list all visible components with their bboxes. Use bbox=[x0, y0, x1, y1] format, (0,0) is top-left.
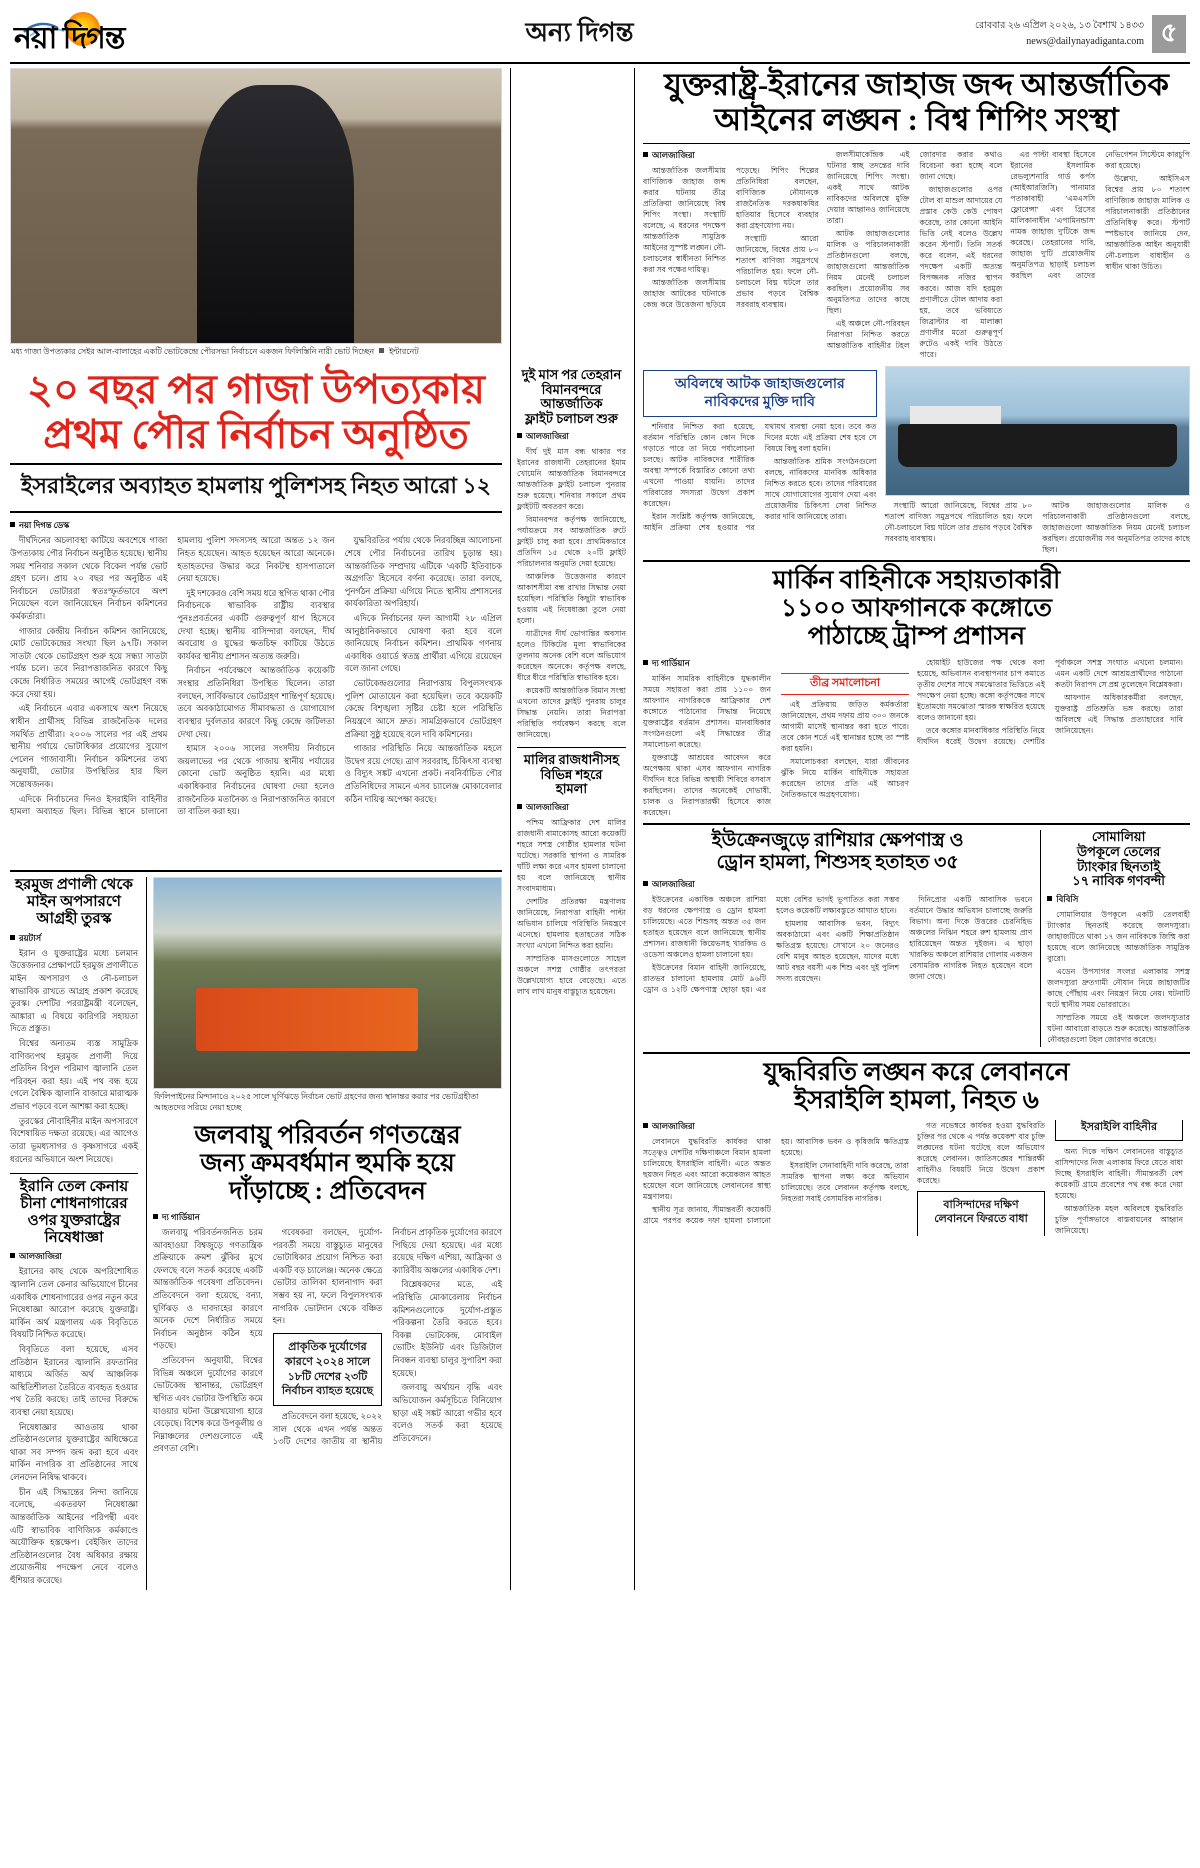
contact-email[interactable]: news@dailynayadiganta.com bbox=[1026, 35, 1144, 47]
release-demand-box bbox=[643, 370, 877, 417]
paragraph: এদিকে নির্বাচনের দিনও ইসরাইলি বাহিনীর হামলা অব্যাহত ছিল। বিভিন্ন স্থানে চালানো হামলায় পুলিশ সদস্যসহ আরো অন্তত ১২ জন নিহত হয়েছেন। আহত হয়েছেন আরো অনেকে। হতাহতদের উদ্ধার করে নিকটস্থ হাসপাতালে নেয়া হয়েছে। bbox=[10, 536, 335, 817]
paragraph: হামলায় আবাসিক ভবন, বিদ্যুৎ অবকাঠামো এবং একটি শিক্ষাপ্রতিষ্ঠান ক্ষতিগ্রস্ত হয়েছে। সেখানে ২০ জনেরও বেশি মানুষ আহত হয়েছেন, যাদের মধ্যে আট বছর বয়সী এক শিশু এবং দুই পুলিশ সদস্য রয়েছেন। bbox=[776, 918, 900, 983]
paragraph: যুক্তরাষ্ট্রে আশ্রয়ের আবেদন করে অপেক্ষায় থাকা এসব আফগান নাগরিক দীর্ঘদিন ধরে বিভিন্ন অস্থায়ী শিবিরে বসবাস করছিলেন। তাদের অনেকেই দোভাষী, চালক ও নিরাপত্তারক্ষী হিসেবে কাজ করেছেন। bbox=[643, 753, 771, 818]
paragraph: আঞ্চলিক উত্তেজনার কারণে আকাশসীমা বন্ধ রাখার সিদ্ধান্ত নেয়া হয়েছিল। পরিস্থিতি কিছুটা স্বাভাবিক হওয়ায় এই নিষেধাজ্ঞা তুলে নেয়া হলো। bbox=[517, 572, 626, 626]
lebanon-sub-line1: বাসিন্দাদের দক্ষিণ bbox=[943, 1198, 1019, 1211]
paragraph: দিনিপ্রোর একটি আবাসিক ভবনে বর্তমানে উদ্ধার অভিযান চালাচ্ছে জরুরি বিভাগ। অন্য দিকে উত্তরের চেরনিহিভ অঞ্চলের নিঝিন শহরে রুশ হামলায় প্রাণ হারিয়েছেন অন্তত দুইজন। এ ছাড়া খারকিভ অঞ্চলে রাশিয়ার গোলায় একজন বেসামরিক নাগরিক নিহত হয়েছেন বলে জানা গেছে। bbox=[909, 894, 1033, 981]
lead-headline-line2[interactable]: প্রথম পৌর নির্বাচন অনুষ্ঠিত bbox=[43, 411, 469, 457]
masthead-right bbox=[975, 15, 1186, 53]
paragraph: বিমানবন্দর কর্তৃপক্ষ জানিয়েছে, পর্যায়ক্রমে সব আন্তর্জাতিক রুটে ফ্লাইট চালু করা হবে। প্রাথমিকভাবে প্রতিদিন ১৫ থেকে ২০টি ফ্লাইট পরিচালনার অনুমতি দেয়া হয়েছে। bbox=[517, 515, 626, 569]
paragraph: আন্তর্জাতিক শ্রমিক সংগঠনগুলো বলছে, নাবিকদের মানবিক অধিকার নিশ্চিত করতে হবে। তাদের পরিবারের সাথে যোগাযোগের সুযোগ দেয়া এবং প্রয়োজনীয় চিকিৎসা সেবা নিশ্চিত করার দাবি জানিয়েছে তারা। bbox=[764, 457, 877, 522]
iran-oil-headline-line4[interactable]: নিষেধাজ্ঞা bbox=[44, 1229, 104, 1246]
release-body-text bbox=[643, 421, 877, 533]
paragraph: ইরান সংশ্লিষ্ট কর্তৃপক্ষ জানিয়েছে, আইনি প্রক্রিয়া শেষ হওয়ার পর যথাযথ ব্যবস্থা নেয়া হবে। তবে কত দিনের মধ্যে এই প্রক্রিয়া শেষ হবে সে বিষয়ে কিছু বলা হয়নি। bbox=[643, 422, 877, 533]
section-divider bbox=[517, 747, 626, 748]
afghan-body-text-1 bbox=[643, 673, 909, 818]
paragraph: হামাস ২০০৬ সালের সংসদীয় নির্বাচনে জয়লাভের পর থেকে গাজায় স্থানীয় পর্যায়ের কোনো ভোট অনুষ্ঠিত হয়নি। এর মধ্যে একাধিকবার নির্বাচনের ঘোষণা দেয়া হলেও রাজনৈতিক মতানৈক্য ও নিরাপত্তাজনিত কারণে তা বাতিল করা হয়। bbox=[177, 744, 335, 817]
climate-photo-caption: ফিলিপাইনের মিন্দানাওে ২০২৫ সালে ঘূর্ণিঝড়ে নির্বাচন ভোট গ্রহণের জন্য স্থানান্তর করার পর ভোটগ্রহীতা আহতদের সরিয়ে নেয়া হচ্ছে bbox=[154, 1092, 479, 1113]
afghan-body-block bbox=[643, 657, 1190, 818]
paragraph: বিশ্বের অন্যতম ব্যস্ত সামুদ্রিক বাণিজ্যপথ হরমুজ প্রণালী দিয়ে প্রতিদিন বিপুল পরিমাণ জ্বালানি তেল পরিবহন করা হয়। এই পথ বন্ধ হয়ে গেলে বৈশ্বিক জ্বালানি বাজারে মারাত্মক প্রভাব পড়বে বলে আশঙ্কা করা হচ্ছে। bbox=[10, 1039, 138, 1112]
lebanon-sub-line3: ইসরাইলি বাহিনীর bbox=[1080, 1120, 1158, 1133]
ukraine-byline: আলজাজিরা bbox=[643, 878, 1032, 892]
section-divider bbox=[643, 1052, 1190, 1054]
dateline bbox=[975, 19, 1144, 48]
bullet-icon bbox=[10, 935, 15, 940]
paragraph: শনিবার নিশ্চিত করা হয়েছে, বর্তমান পরিস্থিতি কোন কোন দিকে গড়াতে পারে তা নিয়ে পর্যালোচনা চলছে। আটক নাবিকদের শারীরিক অবস্থা সম্পর্কে বিস্তারিত কোনো তথ্য এখনো পাওয়া যায়নি। তাদের পরিবারের সদস্যরা উদ্বেগ প্রকাশ করেছেন। bbox=[643, 422, 755, 509]
turkey-byline: রয়টার্স bbox=[10, 932, 138, 946]
paragraph: এই প্রক্রিয়ায় জড়িত কর্মকর্তারা জানিয়েছেন, প্রথম দফায় প্রায় ৩০০ জনকে আগামী মাসেই স্থানান্তর করা হতে পারে। তবে কোন শর্তে এই স্থানান্তর হচ্ছে তা স্পষ্ট করা হয়নি। bbox=[781, 700, 909, 754]
airport-body-text bbox=[517, 446, 626, 742]
paragraph: বিবৃতিতে বলা হয়েছে, এসব প্রতিষ্ঠান ইরানের জ্বালানি রফতানির মাধ্যমে অর্জিত অর্থ আঞ্চলিক অস্থিতিশীলতা তৈরিতে ব্যবহৃত হওয়ার পথ তৈরি করছে। তাই তাদের বিরুদ্ধে ব্যবস্থা নেয়া হয়েছে। bbox=[10, 1344, 138, 1418]
afghan-story bbox=[643, 567, 1190, 818]
climate-callout-box: প্রাকৃতিক দুর্যোগের কারণে ২০২৪ সালে ১৮টি দেশের ২৩টি নির্বাচন ব্যাহত হয়েছে bbox=[273, 1333, 383, 1406]
paragraph: আটক জাহাজগুলোর মালিক ও পরিচালনাকারী প্রতিষ্ঠানগুলো বলছে, জাহাজগুলো আন্তর্জাতিক নিয়ম মেনেই চলাচল করছিল। প্রয়োজনীয় সব অনুমতিপত্র তাদের কাছে ছিল। bbox=[826, 229, 910, 316]
lebanon-headline-line2[interactable]: ইসরাইলি হামলা, নিহত ৬ bbox=[794, 1086, 1039, 1114]
lebanon-col-1 bbox=[643, 1120, 909, 1237]
paragraph: বিশ্লেষকদের মতে, এই পরিস্থিতি মোকাবেলায় নির্বাচন কমিশনগুলোকে দুর্যোগ-প্রস্তুত পরিকল্পনা তৈরি করতে হবে। বিকল্প ভোটকেন্দ্র, মোবাইল ভোটিং ইউনিট এবং ডিজিটাল নিবন্ধন ব্যবস্থা চালুর সুপারিশ করা হয়েছে। bbox=[392, 1280, 502, 1378]
paragraph: এদিকে নির্বাচনের ফল আগামী ২৮ এপ্রিল আনুষ্ঠানিকভাবে ঘোষণা করা হবে বলে জানিয়েছে নির্বাচন কমিশন। প্রাথমিক গণনায় একাধিক ওয়ার্ডে স্বতন্ত্র প্রার্থীরা এগিয়ে রয়েছেন বলে জানা গেছে। bbox=[344, 614, 502, 674]
ukraine-story bbox=[643, 830, 1032, 1046]
paragraph: এই নির্বাচনে এবার একসাথে অংশ নিয়েছে স্বাধীন প্রার্থীসহ বিভিন্ন রাজনৈতিক দলের সমর্থিত প্রার্থীরা। ২০০৬ সালের পর এই প্রথম স্থানীয় পর্যায়ে ভোটাধিকার প্রয়োগের সুযোগ পেলেন গাজাবাসী। নির্বাচন কমিশনের তথ্য অনুযায়ী, ভোটার উপস্থিতির হার ছিল সন্তোষজনক। bbox=[10, 704, 168, 789]
mali-headline-line1[interactable]: মালির রাজধানীসহ bbox=[523, 752, 620, 768]
ship-photo-side-text bbox=[885, 500, 1190, 555]
iran-oil-headline-line1[interactable]: ইরানি তেল কেনায় bbox=[19, 1179, 129, 1196]
ship-col-2 bbox=[827, 149, 1003, 360]
iran-oil-headline-line3[interactable]: ওপর যুক্তরাষ্ট্রের bbox=[27, 1212, 121, 1229]
paragraph: এই অঞ্চলে নৌ-পরিবহন নিরাপত্তা নিশ্চিত করতে আন্তর্জাতিক বাহিনীর টহল জোরদার করার কথাও বিবেচনা করা হচ্ছে বলে জানা গেছে। bbox=[826, 150, 1003, 351]
paragraph: মার্কিন সামরিক বাহিনীকে যুদ্ধকালীন সময়ে সহায়তা করা প্রায় ১১০০ জন আফগান নাগরিককে আফ্রিকার দেশ কঙ্গোতে পাঠানোর সিদ্ধান্ত নিয়েছে যুক্তরাষ্ট্রের বর্তমান প্রশাসন। মানবাধিকার সংগঠনগুলো এই সিদ্ধান্তের তীব্র সমালোচনা করেছে। bbox=[643, 674, 771, 750]
paragraph: আটক জাহাজগুলোর মালিক ও পরিচালনাকারী প্রতিষ্ঠানগুলো বলছে, জাহাজগুলো আন্তর্জাতিক নিয়ম মেনেই চলাচল করছিল। প্রয়োজনীয় সব অনুমতিপত্র তাদের কাছে ছিল। bbox=[1042, 501, 1190, 555]
somalia-headline-line4[interactable]: ১৭ নাবিক গণবন্দী bbox=[1072, 873, 1165, 889]
paragraph: ইউক্রেনের একাধিক অঞ্চলে রাশিয়া বড় ধরনের ক্ষেপণাস্ত্র ও ড্রোন হামলা চালিয়েছে। এতে শিশুসহ অন্তত ৩৫ জন হতাহত হয়েছেন বলে জানিয়েছে স্থানীয় প্রশাসন। রাজধানী কিয়েভসহ খারকিভ ও ওডেসা অঞ্চলেও হামলা চালানো হয়। bbox=[643, 894, 767, 959]
bullet-icon bbox=[10, 522, 15, 527]
bullet-icon bbox=[10, 1253, 15, 1258]
mali-headline-line2[interactable]: বিভিন্ন শহরে bbox=[540, 766, 603, 782]
newspaper-logo[interactable] bbox=[14, 14, 184, 54]
section-divider bbox=[643, 143, 1190, 144]
paragraph: যুদ্ধবিরতির পর্যায় থেকে নিরবচ্ছিন্ন আলোচনা শেষে পৌর নির্বাচনের তারিখ চূড়ান্ত হয়। আন্তর্জাতিক সম্প্রদায় এটিকে 'একটি ইতিবাচক অগ্রগতি' হিসেবে বর্ণনা করেছে। তারা বলছে, পুনর্গঠন প্রক্রিয়া এগিয়ে নিতে স্থানীয় প্রশাসনের কার্যকারিতা অপরিহার্য। bbox=[344, 536, 502, 609]
paragraph: চীন এই সিদ্ধান্তের নিন্দা জানিয়ে বলেছে, একতরফা নিষেধাজ্ঞা আন্তর্জাতিক আইনের পরিপন্থী এবং এটি স্বাভাবিক বাণিজ্যিক কর্মকাণ্ডে অযৌক্তিক হস্তক্ষেপ। বেইজিং তাদের প্রতিষ্ঠানগুলোর বৈধ অধিকার রক্ষায় প্রয়োজনীয় পদক্ষেপ নেবে বলেও হুঁশিয়ার করেছে। bbox=[10, 1487, 138, 1585]
publication-date: রোববার ২৬ এপ্রিল ২০২৬, ১৩ বৈশাখ ১৪৩৩ bbox=[975, 21, 1144, 32]
ship-photo-wrap bbox=[885, 366, 1190, 555]
ship-byline: আলজাজিরা bbox=[643, 149, 819, 163]
ship-sub-block bbox=[643, 366, 1190, 555]
paragraph: আন্তর্জাতিক মহল অবিলম্বে যুদ্ধবিরতি চুক্তি পূর্ণাঙ্গভাবে বাস্তবায়নের আহ্বান জানিয়েছে। bbox=[1055, 1204, 1183, 1236]
somalia-headline-line1[interactable]: সোমালিয়া bbox=[1091, 829, 1146, 845]
bullet-icon bbox=[517, 804, 522, 809]
paragraph: জলবায়ু অর্থায়ন বৃদ্ধি এবং অভিযোজন কর্মসূচিতে বিনিয়োগ ছাড়া এই সঙ্কট আরো গভীর হবে বলেও সতর্ক করা হয়েছে প্রতিবেদনে। bbox=[392, 1383, 502, 1443]
climate-photo-evacuation bbox=[153, 877, 502, 1089]
paragraph: নিষেধাজ্ঞার আওতায় থাকা প্রতিষ্ঠানগুলোর যুক্তরাষ্ট্রের অধিক্ষেত্রে থাকা সব সম্পদ জব্দ করা হবে এবং মার্কিন নাগরিক বা প্রতিষ্ঠানের সাথে লেনদেন নিষিদ্ধ থাকবে। bbox=[10, 1422, 138, 1483]
lebanon-headline-line1[interactable]: যুদ্ধবিরতি লঙ্ঘন করে লেবাননে bbox=[763, 1058, 1070, 1086]
lebanon-story bbox=[643, 1059, 1190, 1237]
paragraph: জলবায়ু পরিবর্তনজনিত চরম আবহাওয়া বিশ্বজুড়ে গণতান্ত্রিক প্রক্রিয়াকে ক্রমশ ঝুঁকির মুখে ফেলছে বলে সতর্ক করেছে একটি আন্তর্জাতিক গবেষণা প্রতিবেদন। প্রতিবেদনে বলা হয়েছে, বন্যা, ঘূর্ণিঝড় ও দাবদাহের কারণে অনেক দেশে নির্ধারিত সময়ে নির্বাচন অনুষ্ঠান কঠিন হয়ে পড়ছে। bbox=[153, 1227, 263, 1351]
left-column bbox=[10, 68, 502, 1590]
ship-body-text-2 bbox=[827, 149, 1003, 360]
section-divider bbox=[643, 560, 1190, 562]
airport-byline: আলজাজিরা bbox=[517, 430, 626, 444]
airport-headline-line3[interactable]: ফ্লাইট চলাচল শুরু bbox=[525, 410, 618, 426]
paragraph: ইসরাইলি সেনাবাহিনী দাবি করেছে, তারা সামরিক স্থাপনা লক্ষ্য করে অভিযান চালিয়েছে। তবে লেবানন কর্তৃপক্ষ বলছে, নিহতরা সবাই বেসামরিক নাগরিক। bbox=[781, 1160, 909, 1203]
bullet-icon bbox=[643, 660, 648, 665]
page-grid bbox=[10, 68, 1190, 1590]
climate-story bbox=[146, 877, 502, 1589]
airport-headline-line2[interactable]: বিমানবন্দরে আন্তর্জাতিক bbox=[540, 381, 603, 412]
paragraph: জাহাজগুলোর ওপর টোল বা মাশুল আদায়ের যে প্রস্তাব কেউ কেউ পোষণ করেছে, তার কোনো আইনি ভিত্তি নেই বলেও উল্লেখ করেন স্টপার্ট। তিনি সতর্ক করে বলেন, এই ধরনের পদক্ষেপ একটি অত্যন্ত বিপজ্জনক নজির স্থাপন করবে। আজ যদি হরমুজ প্রণালীতে টোল আদায় করা হয়, তবে ভবিষ্যতে জিব্রাল্টার বা মালাক্কা প্রণালীর মতো গুরুত্বপূর্ণ রুটেও একই দাবি উঠতে পারে। bbox=[919, 185, 1003, 360]
paragraph: সোমালিয়ার উপকূলে একটি তেলবাহী ট্যাংকার ছিনতাই করেছে জলদস্যুরা। জাহাজটিতে থাকা ১৭ জন নাবিককে জিম্মি করা হয়েছে বলে জানিয়েছে আন্তর্জাতিক সামুদ্রিক ব্যুরো। bbox=[1047, 909, 1190, 963]
turkey-headline-line2[interactable]: মাইন অপসারণে bbox=[27, 894, 121, 911]
mali-byline: আলজাজিরা bbox=[517, 801, 626, 815]
paragraph: দীর্ঘদিনের অচলাবস্থা কাটিয়ে অবশেষে গাজা উপত্যকায় পৌর নির্বাচন অনুষ্ঠিত হয়েছে। স্থানীয় সময় শনিবার সকাল থেকে বিকেল পর্যন্ত ভোট গ্রহণ চলে। প্রায় ২০ বছর পর অনুষ্ঠিত এই নির্বাচনে ভোটাররা স্বতঃস্ফূর্তভাবে অংশ নিয়েছেন বলে জানিয়েছেন নির্বাচন কমিশনের কর্মকর্তারা। bbox=[10, 536, 168, 622]
ukraine-somalia-block bbox=[643, 830, 1190, 1046]
iran-oil-story bbox=[10, 1179, 138, 1589]
ukraine-headline-line2[interactable]: ড্রোন হামলা, শিশুসহ হতাহত ৩৫ bbox=[716, 851, 959, 873]
paragraph: সংস্থাটি আরো জানিয়েছে, বিশ্বের প্রায় ৮০ শতাংশ বাণিজ্য সমুদ্রপথে পরিচালিত হয়। ফলে নৌ-চলাচলে বিঘ্ন ঘটলে তার প্রভাব পড়বে বৈশ্বিক সরবরাহ ব্যবস্থায়। bbox=[735, 234, 819, 310]
paragraph: আন্তর্জাতিক জলসীমায় জাহাজ আটকের ঘটনাকে কেন্দ্র করে উত্তেজনা ছড়িয়ে পড়েছে। শিপিং শিল্পের প্রতিনিধিরা বলছেন, বাণিজ্যিক নৌযানকে রাজনৈতিক দরকষাকষির হাতিয়ার হিসেবে ব্যবহার করা গ্রহণযোগ্য নয়। bbox=[643, 166, 819, 310]
release-headline-line1[interactable]: অবিলম্বে আটক জাহাজগুলোর bbox=[674, 377, 845, 393]
bullet-icon bbox=[1047, 896, 1052, 901]
photo-credit: ইন্টারনেট bbox=[389, 347, 419, 356]
lower-left-block bbox=[10, 877, 502, 1589]
paragraph: দীর্ঘ দুই মাস বন্ধ থাকার পর ইরানের রাজধানী তেহরানের ইমাম খোমেনি আন্তর্জাতিক বিমানবন্দরে আন্তর্জাতিক ফ্লাইট চলাচল পুনরায় শুরু হয়েছে। শনিবার সকালে প্রথম ফ্লাইটটি অবতরণ করে। bbox=[517, 447, 626, 512]
bullet-icon bbox=[517, 433, 522, 438]
lead-subhead-bar: ইসরাইলের অব্যাহত হামলায় পুলিশসহ নিহত আরো ১২ bbox=[10, 463, 502, 513]
ukraine-headline-line1[interactable]: ইউক্রেনজুড়ে রাশিয়ার ক্ষেপণাস্ত্র ও bbox=[711, 830, 964, 852]
ship-headline-line2[interactable]: আইনের লঙ্ঘন : বিশ্ব শিপিং সংস্থা bbox=[714, 101, 1119, 137]
paragraph: আফগান অধিকারকর্মীরা বলছেন, যুক্তরাষ্ট্র প্রতিশ্রুতি ভঙ্গ করছে। তারা অবিলম্বে এই সিদ্ধান্ত প্রত্যাহারের দাবি জানিয়েছেন। bbox=[1055, 693, 1183, 736]
paragraph: স্থানীয় সূত্র জানায়, সীমান্তবর্তী কয়েকটি গ্রামে পরপর কয়েক দফা হামলা চালানো হয়। আবাসিক ভবন ও কৃষিজমি ক্ষতিগ্রস্ত হয়েছে। bbox=[643, 1136, 909, 1225]
lead-byline: নয়া দিগন্ত ডেস্ক bbox=[10, 519, 502, 533]
lebanon-body-text-2 bbox=[917, 1120, 1183, 1237]
climate-byline: দ্য গার্ডিয়ান bbox=[153, 1211, 502, 1225]
ship-col-3 bbox=[1010, 149, 1190, 360]
lead-body-text bbox=[10, 535, 502, 865]
paragraph: ইরান ও যুক্তরাষ্ট্রের মধ্যে চলমান উত্তেজনার প্রেক্ষাপটে হরমুজ প্রণালীতে মাইন অপসারণ ও নৌ-চলাচল স্বাভাবিক রাখতে আগ্রহ প্রকাশ করেছে তুরস্ক। দেশটির পররাষ্ট্রমন্ত্রী বলেছেন, আঙ্কারা এ বিষয়ে কারিগরি সহায়তা দিতে প্রস্তুত। bbox=[10, 948, 138, 1034]
paragraph: সমালোচকরা বলছেন, যারা জীবনের ঝুঁকি নিয়ে মার্কিন বাহিনীকে সহায়তা করেছেন তাদের প্রতি এই আচরণ নৈতিকভাবে অগ্রহণযোগ্য। bbox=[781, 757, 909, 800]
airport-headline-line1[interactable]: দুই মাস পর তেহরান bbox=[521, 367, 622, 382]
somalia-body-text bbox=[1047, 909, 1190, 1047]
bullet-icon bbox=[153, 1214, 158, 1219]
masthead bbox=[10, 8, 1190, 60]
section-divider bbox=[643, 823, 1190, 825]
paragraph: লেবাননে যুদ্ধবিরতি কার্যকর থাকা সত্ত্বেও দেশটির দক্ষিণাঞ্চলে বিমান হামলা চালিয়েছে ইসরাইলি বাহিনী। এতে অন্তত ছয়জন নিহত এবং আরো কয়েকজন আহত হয়েছেন বলে জানিয়েছে লেবাননের স্বাস্থ্য মন্ত্রণালয়। bbox=[643, 1136, 771, 1201]
afghan-col-1 bbox=[643, 657, 909, 818]
paragraph: সংস্থাটি আরো জানিয়েছে, বিশ্বের প্রায় ৮০ শতাংশ বাণিজ্য সমুদ্রপথে পরিচালিত হয়। ফলে নৌ-চলাচলে বিঘ্ন ঘটলে তার প্রভাব পড়বে বৈশ্বিক সরবরাহ ব্যবস্থায়। bbox=[884, 501, 1033, 544]
paragraph: এডেন উপসাগর সংলগ্ন এলাকায় সশস্ত্র জলদস্যুরা দ্রুতগামী নৌযান নিয়ে জাহাজটির কাছে পৌঁছায় এবং নিয়ন্ত্রণ নিয়ে নেয়। ঘটনাটি ঘটে স্থানীয় সময় ভোররাতে। bbox=[1047, 966, 1190, 1009]
afghan-headline-line3[interactable]: পাঠাচ্ছে ট্রাম্প প্রশাসন bbox=[807, 623, 1026, 651]
lebanon-body-text-1 bbox=[643, 1136, 909, 1226]
paragraph: তবে কঙ্গোর মানবাধিকার পরিস্থিতি নিয়ে দীর্ঘদিন ধরেই উদ্বেগ রয়েছে। দেশটির পূর্বাঞ্চলে সশস্ত্র সংঘাত এখনো চলমান। এমন একটি দেশে আশ্রয়প্রার্থীদের পাঠানো কতটা নিরাপদ সে প্রশ্ন তুলেছেন বিশ্লেষকরা। bbox=[917, 658, 1183, 747]
paragraph: গবেষকরা বলছেন, দুর্যোগ-পরবর্তী সময়ে বাস্তুচ্যুত মানুষের ভোটাধিকার প্রয়োগ নিশ্চিত করা একটি বড় চ্যালেঞ্জ। অনেক ক্ষেত্রে ভোটার তালিকা হালনাগাদ করা সম্ভব হয় না, ফলে বিপুলসংখ্যক নাগরিক ভোটদান থেকে বঞ্চিত হন। bbox=[272, 1227, 383, 1326]
paragraph: তুরস্কের নৌবাহিনীর মাইন অপসারণে বিশেষায়িত দক্ষতা রয়েছে। এর আগেও তারা ভূমধ্যসাগর ও কৃষ্ণসাগরে একই ধরনের অভিযানে অংশ নিয়েছে। bbox=[10, 1116, 138, 1164]
lead-photo-gaza-voting bbox=[10, 68, 502, 344]
middle-column bbox=[510, 68, 626, 1590]
middle-spacer bbox=[517, 68, 626, 368]
paragraph: নির্বাচন পর্যবেক্ষণে আন্তর্জাতিক কয়েকটি সংস্থার প্রতিনিধিরা উপস্থিত ছিলেন। তারা বলছেন, সার্বিকভাবে ভোটগ্রহণ শান্তিপূর্ণ হয়েছে। তবে অবকাঠামোগত সীমাবদ্ধতা ও যোগাযোগ ব্যবস্থার দুর্বলতার কারণে কিছু কেন্দ্রে জটিলতা দেখা দেয়। bbox=[177, 666, 335, 739]
mali-story bbox=[517, 753, 626, 999]
turkey-headline-line3[interactable]: আগ্রহী তুরস্ক bbox=[36, 910, 112, 927]
release-headline-line2[interactable]: নাবিকদের মুক্তি দাবি bbox=[704, 394, 815, 410]
afghan-criticism-label: তীব্র সমালোচনা bbox=[781, 673, 909, 695]
masthead-section-title: অন্য দিগন্ত bbox=[525, 18, 634, 47]
caption-text: মধ্য গাজা উপত্যকার সেইর আল-বালাহের একটি ভোটকেন্দ্রে পৌরসভা নির্বাচনে একজন ফিলিস্তিনি নারী ভোট দিচ্ছেন bbox=[11, 347, 375, 356]
lebanon-byline: আলজাজিরা bbox=[643, 1120, 909, 1134]
paragraph: সাম্প্রতিক মাসগুলোতে সাহেল অঞ্চলে সশস্ত্র গোষ্ঠীর তৎপরতা উল্লেখযোগ্য হারে বেড়েছে। এতে লাখ লাখ মানুষ বাস্তুচ্যুত হয়েছেন। bbox=[517, 953, 626, 996]
climate-headline-line2[interactable]: জন্য ক্রমবর্ধমান হুমকি হয়ে bbox=[200, 1149, 455, 1177]
lead-photo-caption bbox=[10, 344, 502, 362]
afghan-body-text-2 bbox=[917, 657, 1183, 747]
paragraph: দুই দশকেরও বেশি সময় ধরে স্থগিত থাকা পৌর নির্বাচনকে স্বাভাবিক রাষ্ট্রীয় ব্যবস্থার পুনঃপ্রবর্তনের একটি গুরুত্বপূর্ণ ধাপ হিসেবে দেখা হচ্ছে। স্থানীয় বাসিন্দারা বলছেন, দীর্ঘ অবরোধ ও যুদ্ধের ক্ষতচিহ্ন কাটিয়ে উঠতে কার্যকর স্থানীয় প্রশাসন অত্যন্ত জরুরি। bbox=[177, 588, 335, 661]
paragraph: এর পাল্টা ব্যবস্থা হিসেবে ইরানের ইসলামিক রেভল্যুশনারি গার্ড কর্পস (আইআরজিসি) পানামার পতাকাবাহী 'এমএসসি ফ্লোরেন্সা' এবং গ্রিসের মালিকানাধীন 'এপামিনন্ডাস' নামক জাহাজ দু'টিকে জব্দ করেছে। তেহরানের দাবি, জাহাজ দু'টি প্রয়োজনীয় অনুমতিপত্র ছাড়াই চলাচল করছিল এবং তাদের নেভিগেশন সিস্টেমে কারচুপি করা হয়েছে। bbox=[1010, 150, 1190, 281]
paragraph: ভোটকেন্দ্রগুলোর নিরাপত্তায় বিপুলসংখ্যক পুলিশ মোতায়েন করা হয়েছিল। তবে কয়েকটি কেন্দ্রে বিশৃঙ্খলা সৃষ্টির চেষ্টা হলে পরিস্থিতি নিয়ন্ত্রণে আসে দ্রুত। সামগ্রিকভাবে ভোটগ্রহণ প্রক্রিয়া সুষ্ঠু হয়েছে বলে দাবি কমিশনের। bbox=[344, 679, 502, 739]
paragraph: গাজার পরিস্থিতি নিয়ে আন্তর্জাতিক মহলে উদ্বেগ রয়ে গেছে। ত্রাণ সরবরাহ, চিকিৎসা ব্যবস্থা ও বিদ্যুৎ সঙ্কট এখনো প্রকট। নবনির্বাচিত পৌর প্রতিনিধিদের সামনে এসব চ্যালেঞ্জ মোকাবেলার কঠিন দায়িত্ব অপেক্ষা করছে। bbox=[344, 744, 502, 804]
climate-headline-line3[interactable]: দাঁড়াচ্ছে : প্রতিবেদন bbox=[229, 1177, 426, 1205]
section-divider bbox=[10, 870, 502, 872]
somalia-story bbox=[1040, 830, 1190, 1046]
somalia-headline-line3[interactable]: ট্যাংকার ছিনতাই bbox=[1077, 858, 1161, 874]
paragraph: ইউক্রেনের বিমান বাহিনী জানিয়েছে, রাতভর চালানো হামলায় মোট ৯৬টি ড্রোন ও ১২টি ক্ষেপণাস্ত্র ছোড়া হয়। এর মধ্যে বেশির ভাগই ভূপাতিত করা সম্ভব হলেও কয়েকটি লক্ষ্যবস্তুতে আঘাত হানে। bbox=[643, 894, 900, 994]
right-column bbox=[634, 68, 1190, 1590]
lead-headline-line1[interactable]: ২০ বছর পর গাজা উপত্যকায় bbox=[27, 366, 485, 412]
afghan-headline-line2[interactable]: ১১০০ আফগানকে কঙ্গোতে bbox=[780, 595, 1053, 623]
bullet-icon bbox=[643, 881, 648, 886]
airport-story bbox=[517, 368, 626, 742]
lebanon-body-block bbox=[643, 1120, 1190, 1237]
logo-text: নয়া দিগন্ত bbox=[14, 22, 125, 55]
somalia-byline: বিবিসি bbox=[1047, 893, 1190, 907]
paragraph: প্রতিবেদন অনুযায়ী, বিশ্বের বিভিন্ন অঞ্চলে দুর্যোগের কারণে ভোটকেন্দ্র স্থানান্তর, ভোটগ্রহণ স্থগিত এবং ভোটার উপস্থিতি কমে যাওয়ার ঘটনা উল্লেখযোগ্য হারে বেড়েছে। বিশেষ করে উপকূলীয় ও নিম্নাঞ্চলের দেশগুলোতে এই প্রবণতা বেশি। bbox=[153, 1356, 263, 1454]
climate-body-text bbox=[153, 1227, 502, 1456]
paragraph: জলসীমাকেন্দ্রিক এই ঘটনার স্বচ্ছ তদন্তের দাবি জানিয়েছে শিপিং সংস্থা। একই সাথে আটক নাবিকদের অবিলম্বে মুক্তি দেয়ার আহ্বানও জানিয়েছে তারা। bbox=[826, 150, 910, 226]
paragraph: আন্তর্জাতিক জলসীমায় বাণিজ্যিক জাহাজ জব্দ করার ঘটনায় তীব্র প্রতিক্রিয়া জানিয়েছে বিশ্ব শিপিং সংস্থা। সংস্থাটি বলেছে, এ ধরনের পদক্ষেপ আন্তর্জাতিক সামুদ্রিক আইনের সুস্পষ্ট লঙ্ঘন। নৌ-চলাচলের স্বাধীনতা নিশ্চিত করা সব পক্ষের দায়িত্ব। bbox=[643, 166, 726, 275]
mali-body-text bbox=[517, 817, 626, 999]
paragraph: কয়েকটি আন্তর্জাতিক বিমান সংস্থা এখনো তাদের ফ্লাইট পুনরায় চালুর সিদ্ধান্ত নেয়নি। তারা নিরাপত্তা পরিস্থিতি পর্যবেক্ষণ করছে বলে জানিয়েছে। bbox=[517, 686, 626, 740]
turkey-headline-line1[interactable]: হরমুজ প্রণালী থেকে bbox=[15, 877, 133, 894]
ship-body-text-3 bbox=[1010, 149, 1190, 281]
somalia-headline-line2[interactable]: উপকূলে তেলের bbox=[1076, 843, 1161, 859]
afghan-byline: দ্য গার্ডিয়ান bbox=[643, 657, 909, 671]
climate-headline-line1[interactable]: জলবায়ু পরিবর্তন গণতন্ত্রের bbox=[194, 1121, 461, 1149]
iran-oil-headline-line2[interactable]: চীনা শোধনাগারের bbox=[20, 1195, 128, 1212]
afghan-headline-line1[interactable]: মার্কিন বাহিনীকে সহায়তাকারী bbox=[772, 567, 1061, 595]
paragraph: হোয়াইট হাউজের পক্ষ থেকে বলা হয়েছে, অভিবাসন ব্যবস্থাপনার চাপ কমাতে তৃতীয় দেশের সাথে সমঝোতার ভিত্তিতে এই পদক্ষেপ নেয়া হচ্ছে। কঙ্গো কর্তৃপক্ষের সাথে ইতোমধ্যে সমঝোতা স্মারক স্বাক্ষরিত হয়েছে বলেও জানানো হয়। bbox=[917, 658, 1045, 723]
page-number-badge: ৫ bbox=[1152, 15, 1186, 53]
paragraph: সাম্প্রতিক সময়ে ওই অঞ্চলে জলদস্যুতার ঘটনা আবারো বাড়তে শুরু করেছে। আন্তর্জাতিক নৌবহরগুলো টহল জোরদার করেছে। bbox=[1047, 1012, 1190, 1044]
ship-body-text-1 bbox=[643, 165, 819, 311]
lebanon-sub-line2: লেবাননে ফিরতে বাধা bbox=[934, 1213, 1028, 1226]
iran-oil-body-text bbox=[10, 1266, 138, 1589]
iran-oil-byline: আলজাজিরা bbox=[10, 1250, 138, 1264]
paragraph: পশ্চিম আফ্রিকার দেশ মালির রাজধানী বামাকোসহ আরো কয়েকটি শহরে সশস্ত্র গোষ্ঠীর হামলার ঘটনা ঘটেছে। সরকারি স্থাপনা ও সামরিক ঘাঁটি লক্ষ্য করে এসব হামলা চালানো হয় বলে জানিয়েছে স্থানীয় সংবাদমাধ্যম। bbox=[517, 817, 626, 893]
paragraph: দেশটির প্রতিরক্ষা মন্ত্রণালয় জানিয়েছে, নিরাপত্তা বাহিনী পাল্টা অভিযান চালিয়ে পরিস্থিতি নিয়ন্ত্রণে এনেছে। হামলায় হতাহতের সঠিক সংখ্যা এখনো নিশ্চিত করা হয়নি। bbox=[517, 896, 626, 950]
paragraph: অন্য দিকে দক্ষিণ লেবাননের বাস্তুচ্যুত বাসিন্দাদের নিজ এলাকায় ফিরে যেতে বাধা দিচ্ছে ইসরাইলি বাহিনী। সীমান্তবর্তী বেশ কয়েকটি গ্রামে প্রবেশের পথ বন্ধ করে দেয়া হয়েছে। bbox=[1055, 1147, 1183, 1201]
paragraph: ইরানের কাছ থেকে অপরিশোধিত জ্বালানি তেল কেনার অভিযোগে চীনের একাধিক শোধনাগারের ওপর নতুন করে নিষেধাজ্ঞা আরোপ করেছে যুক্তরাষ্ট্র। মার্কিন অর্থ মন্ত্রণালয় এক বিবৃতিতে বিষয়টি নিশ্চিত করেছে। bbox=[10, 1267, 138, 1340]
turkey-story bbox=[10, 877, 138, 1589]
bullet-icon bbox=[643, 1123, 648, 1128]
bullet-icon bbox=[643, 152, 648, 157]
ship-story-body-block bbox=[643, 149, 1190, 360]
masthead-rule bbox=[10, 62, 1190, 64]
lebanon-col-2 bbox=[917, 1120, 1183, 1237]
paragraph: যাত্রীদের দীর্ঘ ভোগান্তির অবসান হলেও টিকিটের মূল্য স্বাভাবিকের তুলনায় অনেক বেশি বলে অভিযোগ করেছেন অনেকে। কর্তৃপক্ষ বলছে, ধীরে ধীরে পরিস্থিতি স্বাভাবিক হবে। bbox=[517, 629, 626, 683]
ship-col-1 bbox=[643, 149, 819, 360]
mali-headline-line3[interactable]: হামলা bbox=[555, 781, 588, 797]
paragraph: উল্লেখ্য, আইসিএস বিশ্বের প্রায় ৮০ শতাংশ বাণিজ্যিক জাহাজ মালিক ও পরিচালনাকারী প্রতিষ্ঠানের প্রতিনিধিত্ব করে। স্টপার্ট স্পষ্টভাবে জানিয়ে দেন, আন্তর্জাতিক আইন অনুযায়ী নৌ-চলাচল বাধাহীন ও স্বাধীন থাকা উচিত। bbox=[1105, 174, 1190, 272]
paragraph: প্রতিবেদনে বলা হয়েছে, ২০২২ সাল থেকে এখন পর্যন্ত অন্তত ১৩টি দেশের জাতীয় বা স্থানীয় নির্বাচন প্রাকৃতিক দুর্যোগের কারণে পিছিয়ে দেয়া হয়েছে। এর মধ্যে রয়েছে দক্ষিণ এশিয়া, আফ্রিকা ও ক্যারিবীয় অঞ্চলের একাধিক দেশ। bbox=[272, 1227, 502, 1447]
paragraph: গত নভেম্বরে কার্যকর হওয়া যুদ্ধবিরতি চুক্তির পর থেকে এ পর্যন্ত কয়েকশ' বার চুক্তি লঙ্ঘনের ঘটনা ঘটেছে বলে অভিযোগ করেছে লেবানন। জাতিসঙ্ঘের শান্তিরক্ষী বাহিনীও বিষয়টি নিয়ে উদ্বেগ প্রকাশ করেছে। bbox=[917, 1120, 1045, 1185]
afghan-col-2 bbox=[917, 657, 1183, 818]
ship-headline-line1[interactable]: যুক্তরাষ্ট্র-ইরানের জাহাজ জব্দ আন্তর্জাতিক bbox=[664, 67, 1169, 102]
release-demand-story bbox=[643, 366, 877, 555]
credit-separator-icon bbox=[379, 348, 384, 353]
paragraph: গাজার কেন্দ্রীয় নির্বাচন কমিশন জানিয়েছে, মোট ভোটকেন্দ্রের সংখ্যা ছিল ৯৭টি। সকাল সাতটা থেকে ভোটগ্রহণ শুরু হয়ে সন্ধ্যা সাতটা পর্যন্ত চলে। তবে নিরাপত্তাজনিত কারণে কিছু কেন্দ্রে নির্ধারিত সময়ের আগেই ভোটগ্রহণ বন্ধ করে দেয়া হয়। bbox=[10, 626, 168, 699]
turkey-body-text bbox=[10, 948, 138, 1168]
section-divider bbox=[10, 1173, 138, 1174]
ship-photo-tanker bbox=[885, 366, 1190, 496]
ukraine-body-text bbox=[643, 894, 1032, 995]
